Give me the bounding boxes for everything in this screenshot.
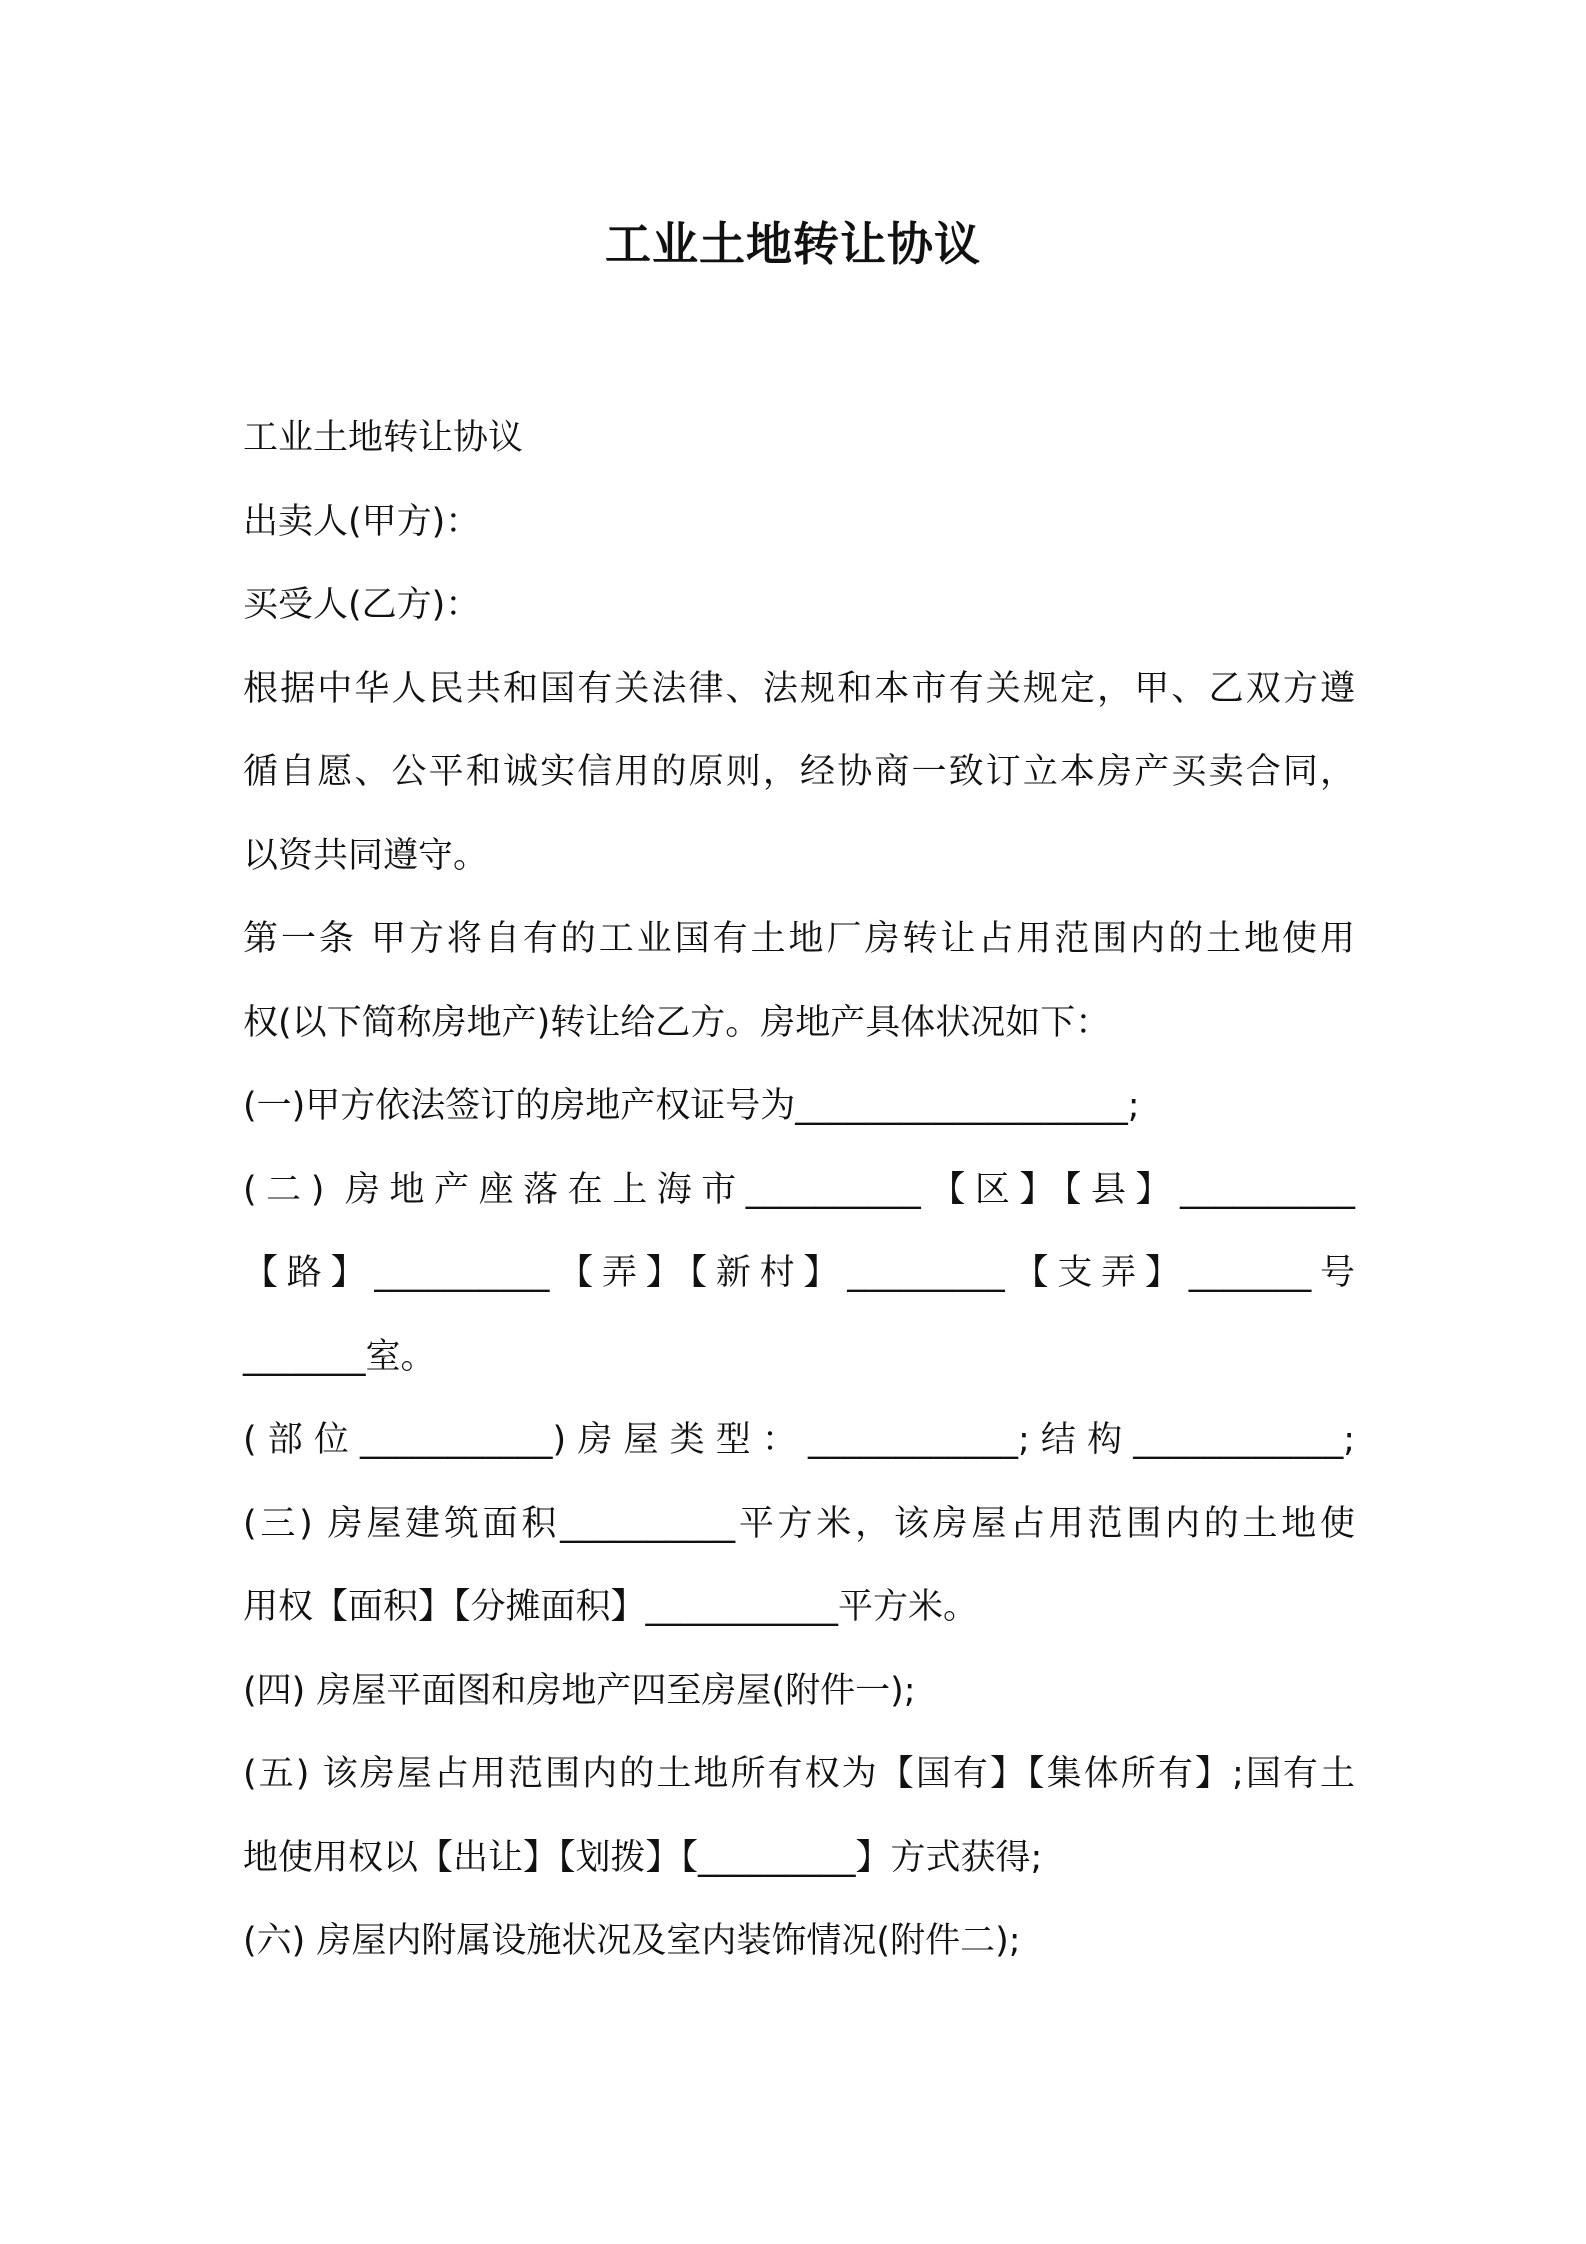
body-line-article1-1: 第一条 甲方将自有的工业国有土地厂房转让占用范围内的土地使用 [243, 919, 1355, 959]
body-line-item2-1: (二) 房地产座落在上海市__________【区】【县】__________ [243, 1169, 1355, 1210]
body-line-item3-2: 用权【面积】【分摊面积】___________平方米。 [243, 1587, 979, 1627]
body-line-preamble-3: 以资共同遵守。 [243, 835, 489, 876]
body-line-subtitle: 工业土地转让协议 [243, 418, 524, 458]
body-line-item5-2: 地使用权以【出让】【划拨】【_________】方式获得; [243, 1837, 1043, 1878]
body-line-preamble-1: 根据中华人民共和国有关法律、法规和本市有关规定，甲、乙双方遵 [243, 668, 1355, 709]
body-line-item2-2: 【路】__________【弄】【新村】_________【支弄】_______号 [243, 1253, 1355, 1293]
document-title: 工业土地转让协议 [605, 217, 981, 271]
body-line-article1-2: 权(以下简称房地产)转让给乙方。房地产具体状况如下： [243, 1002, 1111, 1043]
body-line-location-type: (部位___________)房屋类型：____________;结构____________; [243, 1420, 1355, 1460]
body-line-item6: (六) 房屋内附属设施状况及室内装饰情况(附件二); [243, 1921, 1021, 1961]
document-body [243, 408, 1355, 1995]
body-line-seller: 出卖人(甲方)： [243, 501, 481, 542]
body-line-item2-3: _______室。 [243, 1336, 436, 1377]
body-line-preamble-2: 循自愿、公平和诚实信用的原则，经协商一致订立本房产买卖合同， [243, 752, 1355, 792]
body-line-buyer: 买受人(乙方)： [243, 585, 481, 625]
body-line-item3-1: (三) 房屋建筑面积__________平方米，该房屋占用范围内的土地使 [243, 1503, 1355, 1544]
body-line-item5-1: (五) 该房屋占用范围内的土地所有权为【国有】【集体所有】;国有土 [243, 1754, 1355, 1794]
body-line-item1: (一)甲方依法签订的房地产权证号为___________________; [243, 1086, 1140, 1126]
body-line-item4: (四) 房屋平面图和房地产四至房屋(附件一); [243, 1670, 916, 1711]
